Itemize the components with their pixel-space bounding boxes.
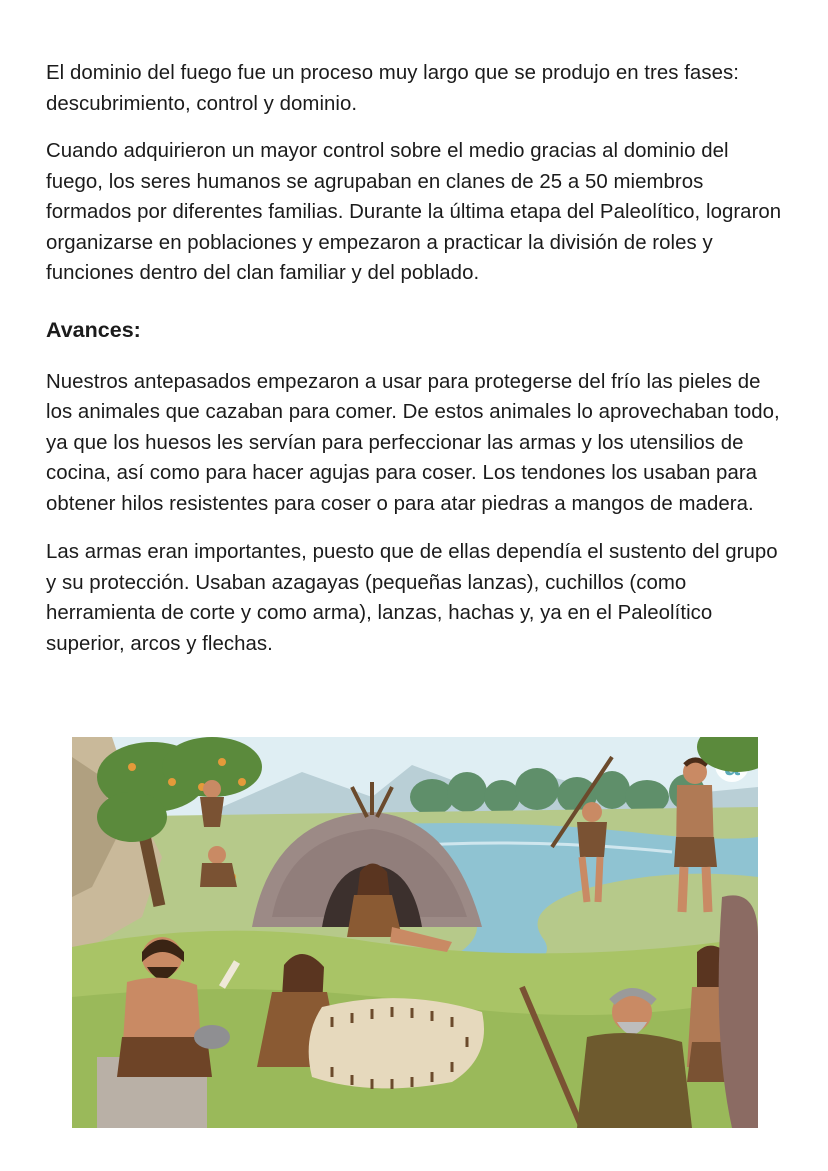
paragraph-clans: Cuando adquirieron un mayor control sobre el medio gracias al dominio del fuego, los seres humanos se agrupaban en clanes de 25 a 50 miembros formados por diferentes familias. Durante la última etapa del Paleolítico, lograron organizarse en poblaciones y empezaron a practicar la división de roles y funciones dentro del clan familiar y del poblado. [46,140,782,284]
paragraph-weapons: Las armas eran importantes, puesto que de ellas dependía el sustento del grupo y su protección. Usaban azagayas (pequeñas lanzas), cuchillos (como herramienta de corte y como arma), lanzas, hachas y, ya en el Paleolítico superior, arcos y flechas. [46,541,778,655]
paragraph-fire-phases: El dominio del fuego fue un proceso muy largo que se produjo en tres fases: descubrimiento, control y dominio. [46,62,739,115]
document-body [46,58,786,659]
prehistoric-camp-illustration [72,737,758,1128]
section-heading-avances: Avances: [46,317,141,342]
paragraph-animal-skins: Nuestros antepasados empezaron a usar para protegerse del frío las pieles de los animales que cazaban para comer. De estos animales lo aprovechaban todo, ya que los huesos les servían para perfeccionar las armas y los utensilios de cocina, así como para hacer agujas para coser. Los tendones los usaban para obtener hilos resistentes para coser o para atar piedras a mangos de madera. [46,370,780,515]
